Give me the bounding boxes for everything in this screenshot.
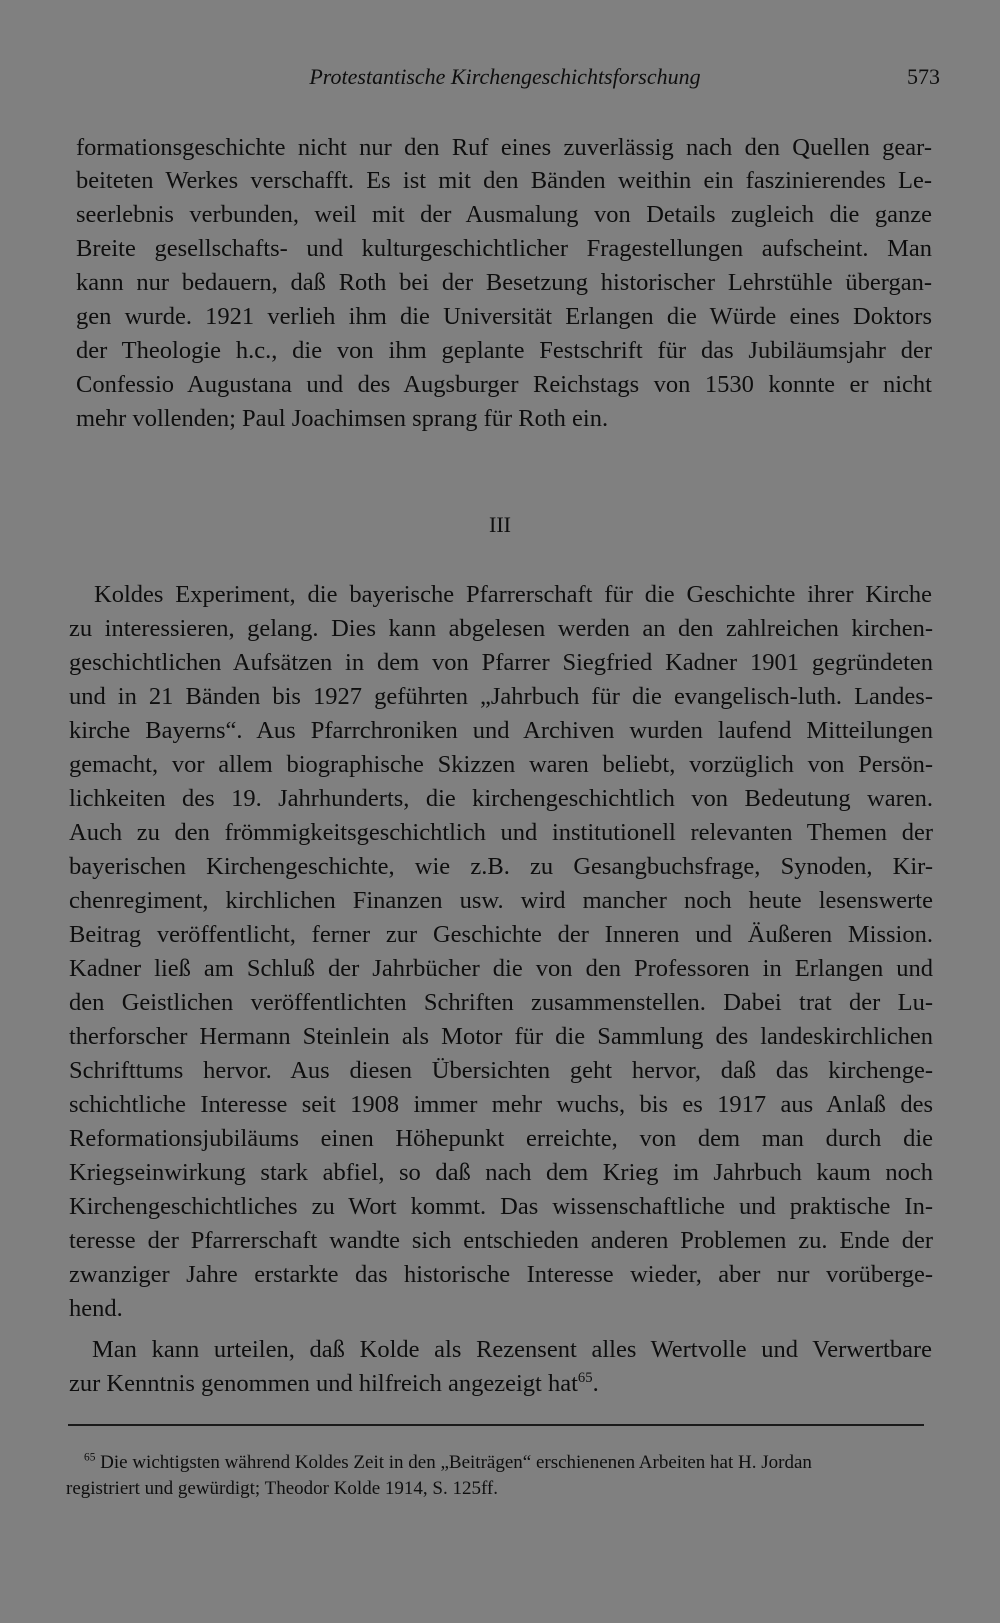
footnote-number: 65 [84,1451,96,1464]
text-line: teresse der Pfarrerschaft wandte sich entschieden anderen Problemen zu. Ende der [69,1227,933,1254]
text-line: Auch zu den frömmigkeitsgeschichtlich und institutionell relevanten Themen der [69,819,933,846]
footnote-reference[interactable]: 65 [577,1369,593,1386]
text-line: gen wurde. 1921 verlieh ihm die Universität Erlangen die Würde eines Doktors [76,303,932,330]
final-period: . [592,1370,599,1397]
text-line: bayerischen Kirchengeschichte, wie z.B. zu Gesangbuchsfrage, Synoden, Kir- [69,853,933,880]
text-line: Confessio Augustana und des Augsburger Reichstags von 1530 konnte er nicht [76,371,932,398]
text-line: Koldes Experiment, die bayerische Pfarrerschaft für die Geschichte ihrer Kirche [94,581,932,608]
text-line: geschichtlichen Aufsätzen in dem von Pfarrer Siegfried Kadner 1901 gegründeten [69,649,933,676]
running-head [70,62,940,92]
text-line: Breite gesellschafts- und kulturgeschichtlicher Fragestellungen aufscheint. Man [76,235,932,262]
text-line: Reformationsjubiläums einen Höhepunkt erreichte, von dem man durch die [69,1125,933,1152]
text-line: gemacht, vor allem biographische Skizzen waren beliebt, vorzüglich von Persön- [69,751,933,778]
footnote-text: Die wichtigsten während Koldes Zeit in den „Beiträgen“ erschienenen Arbeiten hat H. Jordan [100,1452,812,1473]
footnote-line [84,1450,922,1476]
text-line: und in 21 Bänden bis 1927 geführten „Jahrbuch für die evangelisch-luth. Landes- [69,683,933,710]
text-line: kirche Bayerns“. Aus Pfarrchroniken und Archiven wurden laufend Mitteilungen [69,717,933,744]
text-line: zu interessieren, gelang. Dies kann abgelesen werden an den zahlreichen kirchen- [69,615,933,642]
text-line: Man kann urteilen, daß Kolde als Rezensent alles Wertvolle und Verwertbare [92,1336,932,1363]
text-line: formationsgeschichte nicht nur den Ruf eines zuverlässig nach den Quellen gear- [76,134,932,161]
text-line: kann nur bedauern, daß Roth bei der Besetzung historischer Lehrstühle übergan- [76,269,932,296]
running-title: Protestantische Kirchengeschichtsforschung [309,64,701,89]
text-line: mehr vollenden; Paul Joachimsen sprang für Roth ein. [76,405,609,432]
text-line: beiteten Werkes verschafft. Es ist mit den Bänden weithin ein faszinierendes Le- [76,167,932,194]
text-line [69,1369,933,1399]
page-number: 573 [907,64,940,89]
footnote-separator [68,1424,924,1426]
text-line: therforscher Hermann Steinlein als Motor für die Sammlung des landeskirchlichen [69,1023,933,1050]
text-line: Kadner ließ am Schluß der Jahrbücher die von den Professoren in Erlangen und [69,955,933,982]
text-line: hend. [69,1295,123,1322]
text-line: Beitrag veröffentlicht, ferner zur Geschichte der Inneren und Äußeren Mission. [69,921,933,948]
text-line: den Geistlichen veröffentlichten Schriften zusammenstellen. Dabei trat der Lu- [69,989,933,1016]
text-line: Kirchengeschichtliches zu Wort kommt. Das wissenschaftliche und praktische In- [69,1193,933,1220]
text-line: Schrifttums hervor. Aus diesen Übersichten geht hervor, daß das kirchenge- [69,1057,933,1084]
text-line: Kriegseinwirkung stark abfiel, so daß nach dem Krieg im Jahrbuch kaum noch [69,1159,933,1186]
text-line: chenregiment, kirchlichen Finanzen usw. wird mancher noch heute lesenswerte [69,887,933,914]
text-line: zwanziger Jahre erstarkte das historische Interesse wieder, aber nur vorüberge- [69,1261,933,1288]
section-heading: III [489,512,511,537]
text-line-content: zur Kenntnis genommen und hilfreich angezeigt hat [69,1370,578,1397]
text-line: lichkeiten des 19. Jahrhunderts, die kirchengeschichtlich von Bedeutung waren. [69,785,933,812]
text-line: der Theologie h.c., die von ihm geplante Festschrift für das Jubiläumsjahr der [76,337,932,364]
text-line: schichtliche Interesse seit 1908 immer mehr wuchs, bis es 1917 aus Anlaß des [69,1091,933,1118]
footnote-line: registriert und gewürdigt; Theodor Kolde 1914, S. 125ff. [66,1478,499,1499]
text-line: seerlebnis verbunden, weil mit der Ausmalung von Details zugleich die ganze [76,201,932,228]
